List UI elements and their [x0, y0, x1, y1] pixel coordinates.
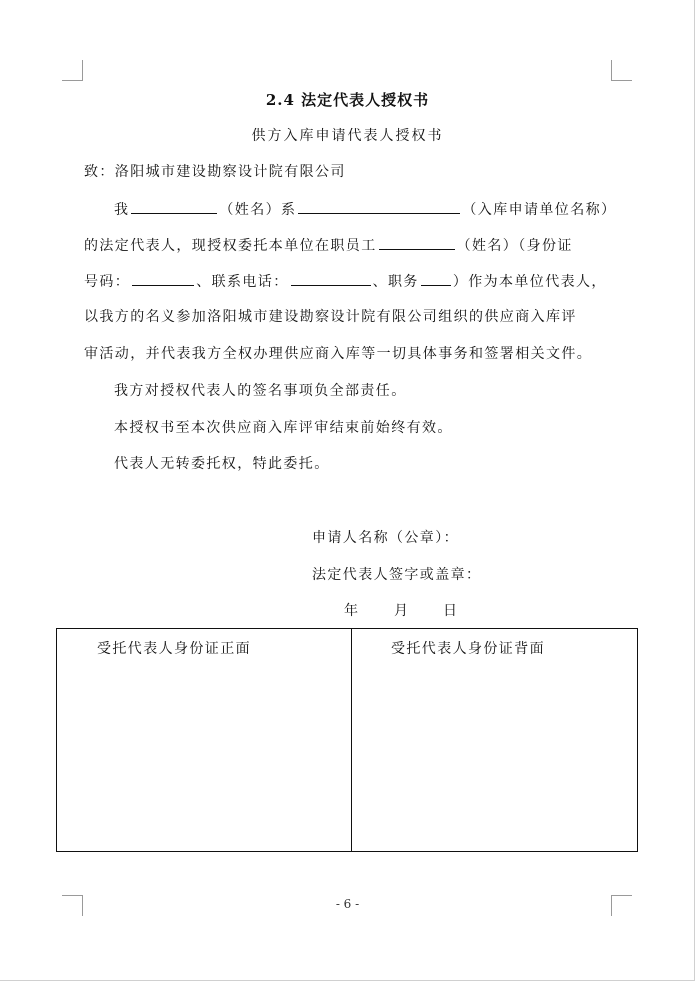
- text-segment: ）作为本单位代表人，: [452, 274, 607, 290]
- page-number: - 6 -: [335, 897, 360, 911]
- paragraph-1-line-3: [84, 271, 607, 292]
- text-segment: （姓名）（身份证: [456, 238, 573, 254]
- employee-name-blank: [379, 235, 455, 250]
- name-blank: [131, 199, 217, 214]
- addressee-line: 致：洛阳城市建设勘察设计院有限公司: [84, 164, 346, 180]
- crop-mark-top-left: [62, 60, 83, 81]
- paragraph-4: 代表人无转委托权，特此委托。: [114, 456, 330, 472]
- id-number-blank: [132, 271, 194, 286]
- applicant-name-seal-label: 申请人名称（公章）：: [312, 530, 459, 546]
- date-month-label: 月: [394, 603, 408, 619]
- crop-mark-top-right: [611, 60, 632, 81]
- text-segment: 的法定代表人，现授权委托本单位在职员工: [84, 238, 377, 254]
- table-divider: [351, 629, 352, 851]
- text-segment: （姓名）系: [219, 202, 297, 218]
- paragraph-1-line-2: [84, 235, 573, 256]
- paragraph-1-line-4: 以我方的名义参加洛阳城市建设勘察设计院有限公司组织的供应商入库评: [84, 309, 577, 325]
- document-subtitle: 供方入库申请代表人授权书: [251, 128, 444, 144]
- id-front-label: 受托代表人身份证正面: [97, 641, 251, 657]
- section-title: 2.4 法定代表人授权书: [265, 91, 430, 109]
- text-segment: 、联系电话：: [196, 274, 289, 290]
- legal-rep-signature-label: 法定代表人签字或盖章：: [312, 567, 482, 583]
- text-segment: 号码：: [84, 274, 131, 290]
- date-day-label: 日: [443, 603, 457, 619]
- phone-blank: [291, 271, 371, 286]
- paragraph-1-line-1: [114, 199, 616, 220]
- unit-name-blank: [298, 199, 460, 214]
- text-segment: （入库申请单位名称）: [462, 202, 617, 218]
- paragraph-3: 本授权书至本次供应商入库评审结束前始终有效。: [114, 420, 453, 436]
- position-blank: [421, 271, 451, 286]
- text-segment: 、职务: [372, 274, 419, 290]
- date-year-label: 年: [344, 603, 358, 619]
- id-back-label: 受托代表人身份证背面: [391, 641, 545, 657]
- paragraph-2: 我方对授权代表人的签名事项负全部责任。: [114, 383, 407, 399]
- id-card-table: [56, 628, 638, 852]
- text-segment: 我: [114, 202, 130, 218]
- paragraph-1-line-5: 审活动，并代表我方全权办理供应商入库等一切具体事务和签署相关文件。: [84, 346, 593, 362]
